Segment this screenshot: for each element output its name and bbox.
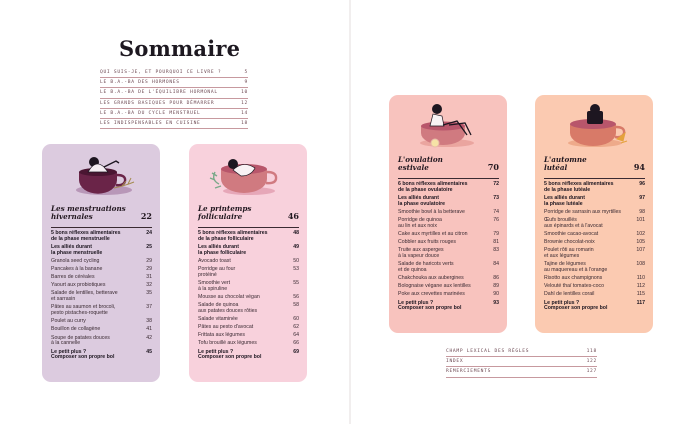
toc-entry[interactable] — [544, 196, 645, 208]
toc-row[interactable] — [446, 367, 597, 377]
toc-entry[interactable] — [198, 333, 299, 339]
toc-label: CHAMP LEXICAL DES RÈGLES — [446, 349, 530, 354]
toc-entry[interactable] — [51, 259, 152, 265]
card-entries — [398, 182, 499, 315]
toc-entry[interactable] — [198, 341, 299, 347]
card-header — [51, 205, 152, 221]
card-page: 46 — [287, 211, 299, 221]
entry-page: 45 — [146, 348, 152, 355]
entry-page: 115 — [636, 291, 645, 298]
entry-page: 102 — [636, 231, 645, 238]
woman-in-cup-icon — [389, 99, 507, 155]
entry-label: Les alliés durant la phase ovulatoire — [398, 195, 445, 207]
toc-entry[interactable] — [398, 240, 499, 246]
entry-page: 101 — [636, 217, 645, 224]
toc-entry[interactable] — [198, 350, 299, 362]
entry-label: Porridge de quinoa au lin et aux noix — [398, 217, 442, 229]
toc-entry[interactable] — [51, 336, 152, 348]
toc-label: QUI SUIS-JE, ET POURQUOI CE LIVRE ? — [100, 70, 222, 75]
toc-label: LES GRANDS BASIQUES POUR DÉMARRER — [100, 100, 215, 106]
toc-page: 122 — [586, 359, 597, 365]
entry-page: 41 — [146, 326, 152, 333]
toc-row[interactable] — [100, 99, 248, 109]
entry-page: 66 — [293, 340, 299, 347]
toc-entry[interactable] — [398, 196, 499, 208]
entry-label: Risotto aux champignons — [544, 275, 603, 282]
toc-entry[interactable] — [51, 231, 152, 243]
entry-label: Le petit plus ? Composer son propre bol — [51, 348, 115, 361]
entry-label: Cake aux myrtilles et au citron — [398, 231, 468, 238]
card-header — [544, 156, 645, 172]
toc-page: 14 — [241, 110, 248, 116]
toc-entry[interactable] — [51, 291, 152, 303]
entry-page: 62 — [293, 324, 299, 331]
entry-page: 60 — [293, 316, 299, 323]
card-divider — [198, 227, 299, 228]
toc-entry[interactable] — [198, 303, 299, 315]
toc-entry[interactable] — [51, 350, 152, 362]
entry-page: 29 — [146, 258, 152, 264]
entry-page: 24 — [146, 230, 152, 236]
entry-label: Salade de quinoa aux patates douces rôties — [198, 302, 258, 315]
toc-row[interactable] — [100, 78, 248, 88]
toc-label: LES INDISPENSABLES EN CUISINE — [100, 120, 201, 126]
entry-page: 74 — [493, 209, 499, 215]
card-entries — [544, 182, 645, 315]
entry-label: Porridge de sarrasin aux myrtilles — [544, 209, 621, 215]
entry-label: Barres de céréales — [51, 274, 95, 281]
toc-entry[interactable] — [398, 182, 499, 194]
toc-entry[interactable] — [544, 276, 645, 282]
entry-page: 96 — [639, 181, 645, 187]
toc-label: INDEX — [446, 359, 464, 365]
entry-page: 49 — [293, 244, 299, 250]
toc-entry[interactable] — [544, 232, 645, 238]
entry-page: 48 — [293, 230, 299, 236]
entry-label: Pancakes à la banane — [51, 266, 103, 273]
entry-page: 58 — [293, 302, 299, 309]
entry-page: 79 — [493, 231, 499, 238]
toc-entry[interactable] — [544, 292, 645, 298]
toc-entry[interactable] — [398, 262, 499, 274]
card-entries — [51, 231, 152, 364]
entry-label: Brownie chocolat-noix — [544, 239, 595, 246]
entry-label: Poulet au curry — [51, 318, 86, 325]
woman-in-cup-icon — [42, 148, 160, 204]
toc-row[interactable] — [100, 109, 248, 119]
toc-page: 10 — [241, 90, 248, 96]
toc-row[interactable] — [446, 347, 597, 357]
card-page: 22 — [140, 211, 152, 221]
entry-page: 50 — [293, 258, 299, 264]
intro-toc — [100, 68, 248, 129]
card-page: 70 — [487, 162, 499, 172]
toc-entry[interactable] — [398, 218, 499, 230]
entry-label: Poke aux crevettes marinées — [398, 291, 465, 298]
entry-page: 37 — [146, 304, 152, 311]
entry-page: 84 — [493, 261, 499, 268]
entry-page: 32 — [146, 282, 152, 289]
toc-entry[interactable] — [398, 248, 499, 260]
card-header — [398, 156, 499, 172]
card-title: L'automne lutéal — [544, 155, 587, 172]
entry-label: Frittata aux légumes — [198, 332, 245, 339]
toc-entry[interactable] — [51, 275, 152, 281]
toc-entry[interactable] — [198, 245, 299, 257]
toc-entry[interactable] — [398, 284, 499, 290]
book-fold — [349, 0, 351, 424]
card-page: 94 — [633, 162, 645, 172]
toc-row[interactable] — [100, 68, 248, 78]
entry-label: Les alliés durant la phase menstruelle — [51, 244, 103, 256]
toc-page: 118 — [586, 349, 597, 354]
entry-page: 72 — [493, 181, 499, 187]
toc-page: 18 — [241, 120, 248, 126]
entry-label: Porridge au four protéiné — [198, 266, 236, 278]
toc-entry[interactable] — [544, 240, 645, 246]
entry-page: 76 — [493, 217, 499, 224]
entry-label: Smoothie cacao-avocat — [544, 231, 599, 238]
toc-entry[interactable] — [398, 232, 499, 238]
entry-page: 53 — [293, 266, 299, 273]
toc-entry[interactable] — [544, 248, 645, 260]
entry-page: 112 — [636, 283, 645, 290]
toc-label: LE B.A.-BA DU CYCLE MENSTRUEL — [100, 110, 201, 116]
entry-page: 97 — [639, 195, 645, 201]
card-winter — [42, 144, 160, 382]
toc-entry[interactable] — [544, 262, 645, 274]
entry-page: 42 — [146, 334, 152, 341]
page-title: Sommaire — [119, 36, 241, 61]
toc-entry[interactable] — [544, 182, 645, 194]
toc-page: 127 — [586, 369, 597, 375]
entry-page: 110 — [636, 275, 645, 282]
entry-label: Mousse au chocolat végan — [198, 294, 260, 301]
entry-label: Truite aux asperges à la vapeur douce — [398, 247, 444, 260]
toc-entry[interactable] — [51, 267, 152, 273]
entry-page: 35 — [146, 290, 152, 297]
entry-label: Salade de lentilles, betterave et sarrasin — [51, 290, 118, 303]
entry-page: 55 — [293, 280, 299, 287]
entry-label: 6 bons réflexes alimentaires de la phase ovulatoire — [398, 181, 468, 193]
entry-label: Cobbler aux fruits rouges — [398, 239, 456, 246]
toc-entry[interactable] — [51, 245, 152, 257]
entry-label: Chakchouka aux aubergines — [398, 275, 464, 282]
entry-page: 81 — [493, 239, 499, 246]
entry-label: Bouillon de collagène — [51, 326, 101, 333]
entry-page: 83 — [493, 247, 499, 254]
entry-label: Smoothie vert à la spiruline — [198, 280, 231, 292]
entry-page: 56 — [293, 294, 299, 301]
toc-row[interactable] — [100, 88, 248, 98]
card-title: Le printemps folliculaire — [198, 204, 252, 221]
card-summer — [389, 95, 507, 333]
toc-page: 9 — [244, 80, 248, 86]
woman-in-cup-icon — [189, 148, 307, 204]
card-header — [198, 205, 299, 221]
entry-label: Salade de haricots verts et de quinoa — [398, 261, 454, 274]
entry-label: Granola seed cycling — [51, 258, 100, 264]
toc-page: 5 — [244, 70, 248, 75]
toc-entry[interactable] — [544, 218, 645, 230]
toc-row[interactable] — [446, 357, 597, 367]
toc-entry[interactable] — [198, 231, 299, 243]
toc-page: 12 — [241, 100, 248, 106]
entry-page: 107 — [636, 247, 645, 254]
entry-page: 69 — [293, 348, 299, 355]
card-title: Les menstruations hivernales — [51, 204, 126, 221]
entry-page: 98 — [639, 209, 645, 215]
entry-page: 31 — [146, 274, 152, 281]
entry-label: Velouté thaï tomates-coco — [544, 283, 604, 290]
entry-label: Soupe de patates douces à la cannelle — [51, 334, 110, 347]
toc-entry[interactable] — [198, 259, 299, 265]
card-title: L'ovulation estivale — [398, 155, 443, 172]
toc-entry[interactable] — [198, 295, 299, 301]
entry-label: Salade vitaminée — [198, 316, 238, 323]
toc-row[interactable] — [100, 119, 248, 129]
toc-label: LE B.A.-BA DES HORMONES — [100, 80, 180, 86]
toc-entry[interactable] — [398, 301, 499, 313]
entry-page: 29 — [146, 266, 152, 273]
entry-label: 5 bons réflexes alimentaires de la phase lutéale — [544, 181, 614, 193]
toc-entry[interactable] — [51, 305, 152, 317]
entry-label: Pâtes au pesto d'avocat — [198, 324, 254, 331]
entry-page: 108 — [636, 261, 645, 268]
entry-label: Tajine de légumes au maquereau et à l'orange — [544, 261, 608, 274]
entry-label: Tofu brouillé aux légumes — [198, 340, 257, 347]
entry-label: Le petit plus ? Composer son propre bol — [544, 299, 608, 312]
entry-page: 105 — [636, 239, 645, 246]
entry-label: Les alliés durant la phase folliculaire — [198, 244, 247, 256]
toc-entry[interactable] — [398, 276, 499, 282]
appendix-toc — [446, 347, 597, 378]
entry-page: 93 — [493, 299, 499, 306]
toc-entry[interactable] — [198, 267, 299, 279]
entry-label: Smoothie bowl à la betterave — [398, 209, 465, 215]
entry-label: Poulet rôti au romarin et aux légumes — [544, 247, 594, 260]
entry-label: 5 bons réflexes alimentaires de la phase folliculaire — [198, 230, 268, 242]
toc-entry[interactable] — [198, 325, 299, 331]
entry-page: 25 — [146, 244, 152, 250]
entry-page: 89 — [493, 283, 499, 290]
toc-label: REMERCIEMENTS — [446, 369, 492, 375]
entry-page: 86 — [493, 275, 499, 282]
entry-label: Le petit plus ? Composer son propre bol — [398, 299, 462, 312]
card-autumn — [535, 95, 653, 333]
toc-entry[interactable] — [51, 283, 152, 289]
entry-label: Dahl de lentilles corail — [544, 291, 595, 298]
card-divider — [51, 227, 152, 228]
entry-label: Bolognaise végane aux lentilles — [398, 283, 471, 290]
toc-entry[interactable] — [544, 210, 645, 216]
entry-label: Avocado toast — [198, 258, 231, 264]
toc-entry[interactable] — [398, 210, 499, 216]
entry-page: 117 — [636, 299, 645, 306]
entry-page: 64 — [293, 332, 299, 339]
woman-in-cup-icon — [535, 99, 653, 155]
toc-entry[interactable] — [51, 327, 152, 333]
card-divider — [544, 178, 645, 179]
entry-page: 73 — [493, 195, 499, 201]
entry-page: 38 — [146, 318, 152, 325]
toc-entry[interactable] — [544, 301, 645, 313]
card-spring — [189, 144, 307, 382]
entry-label: Œufs brouillés aux épinards et à l'avocat — [544, 217, 603, 229]
entry-label: Yaourt aux probiotiques — [51, 282, 106, 289]
toc-entry[interactable] — [198, 281, 299, 293]
toc-label: LE B.A.-BA DE L'ÉQUILIBRE HORMONAL — [100, 90, 218, 96]
card-divider — [398, 178, 499, 179]
entry-label: Pâtes au saumon et brocoli, pesto pistaches-roquette — [51, 304, 116, 317]
toc-entry[interactable] — [398, 292, 499, 298]
entry-page: 90 — [493, 291, 499, 298]
toc-entry[interactable] — [544, 284, 645, 290]
entry-label: Les alliés durant la phase lutéale — [544, 195, 585, 207]
entry-label: 5 bons réflexes alimentaires de la phase menstruelle — [51, 230, 121, 242]
toc-entry[interactable] — [51, 319, 152, 325]
card-entries — [198, 231, 299, 364]
toc-entry[interactable] — [198, 317, 299, 323]
entry-label: Le petit plus ? Composer son propre bol — [198, 348, 262, 361]
